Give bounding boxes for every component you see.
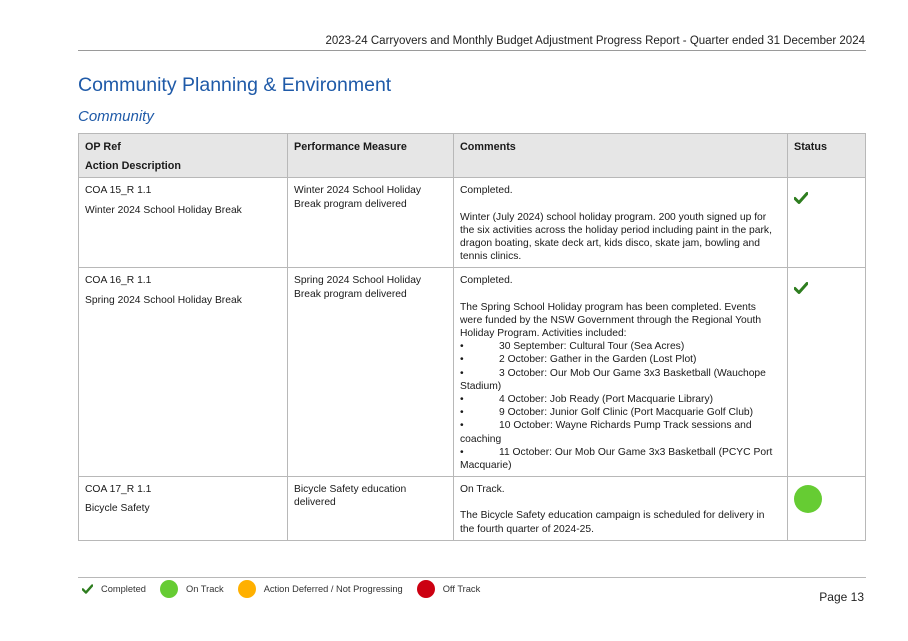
activity-text: 3 October: Our Mob Our Game 3x3 Basketball (Wauchope Stadium) — [460, 367, 766, 392]
activity-text: 9 October: Junior Golf Clinic (Port Macquarie Golf Club) — [499, 407, 754, 419]
page-number: Page 13 — [819, 590, 864, 604]
activity-text: 30 September: Cultural Tour (Sea Acres) — [499, 341, 685, 353]
op-ref: COA 15_R 1.1 — [85, 185, 152, 197]
op-ref-cell — [79, 477, 288, 541]
subsection-title: Community — [78, 108, 154, 125]
list-item: • 4 October: Job Ready (Port Macquarie Library) — [460, 394, 714, 406]
comment-status-text: Completed. — [460, 275, 513, 287]
list-item: • 11 October: Our Mob Our Game 3x3 Basketball (PCYC Port Macquarie) — [460, 446, 773, 472]
legend-deferred-label: Action Deferred / Not Progressing — [263, 584, 403, 594]
header-op-ref — [79, 134, 288, 178]
op-ref-cell — [79, 178, 288, 268]
list-item: • 30 September: Cultural Tour (Sea Acres) — [460, 341, 685, 353]
legend-completed — [82, 584, 146, 594]
op-ref: COA 16_R 1.1 — [85, 275, 152, 287]
header-status: Status — [788, 134, 866, 178]
legend-on-track — [160, 580, 224, 598]
comments-cell — [454, 268, 788, 477]
legend-on-track-label: On Track — [185, 584, 224, 594]
section-title: Community Planning & Environment — [78, 74, 392, 96]
status-cell — [788, 178, 866, 268]
comment-body: The Bicycle Safety education campaign is scheduled for delivery in the fourth quarter of 2024-25. — [460, 510, 765, 535]
performance-measure-cell: Spring 2024 School Holiday Break program delivered — [288, 268, 454, 477]
header-action-description-label: Action Description — [85, 160, 181, 173]
comment-status-text: On Track. — [460, 484, 505, 496]
action-description: Winter 2024 School Holiday Break — [85, 204, 242, 216]
checkmark-icon — [794, 192, 808, 208]
green-dot-icon — [794, 485, 822, 513]
list-item: • 3 October: Our Mob Our Game 3x3 Basketball (Wauchope Stadium) — [460, 367, 766, 392]
comment-body: The Spring School Holiday program has been completed. Events were funded by the NSW Government through the Regional Youth Holiday Program. Activities included: — [460, 301, 762, 340]
legend-completed-label: Completed — [101, 584, 146, 594]
status-legend — [82, 578, 494, 600]
header-comments: Comments — [454, 134, 788, 178]
header-op-ref-label: OP Ref — [85, 141, 121, 153]
activity-text: 4 October: Job Ready (Port Macquarie Library) — [499, 394, 714, 406]
op-ref: COA 17_R 1.1 — [85, 484, 152, 496]
comment-status-text: Completed. — [460, 185, 513, 197]
checkmark-icon — [794, 282, 808, 298]
list-item: • 9 October: Junior Golf Clinic (Port Macquarie Golf Club) — [460, 407, 754, 419]
comments-cell — [454, 477, 788, 541]
progress-table — [78, 133, 866, 541]
activity-text: 11 October: Our Mob Our Game 3x3 Basketball (PCYC Port Macquarie) — [460, 446, 773, 472]
action-description: Bicycle Safety — [85, 503, 150, 515]
activity-text: 10 October: Wayne Richards Pump Track sessions and coaching — [460, 420, 752, 445]
report-header-title: 2023-24 Carryovers and Monthly Budget Adjustment Progress Report - Quarter ended 31 December 2024 — [325, 35, 865, 47]
performance-measure-cell: Winter 2024 School Holiday Break program delivered — [288, 178, 454, 268]
op-ref-cell — [79, 268, 288, 477]
list-item: • 2 October: Gather in the Garden (Lost Plot) — [460, 354, 697, 366]
action-description: Spring 2024 School Holiday Break — [85, 294, 242, 306]
comments-cell — [454, 178, 788, 268]
table-row — [79, 178, 866, 268]
header-divider — [78, 50, 866, 51]
comment-body: Winter (July 2024) school holiday program. 200 youth signed up for the six activities across the holiday period including paint in the park, dragon boating, skate deck art, kids disco, skate jam, bowling and tennis clinics. — [460, 211, 772, 263]
list-item: • 10 October: Wayne Richards Pump Track sessions and coaching — [460, 420, 752, 445]
status-cell — [788, 477, 866, 541]
red-dot-icon — [417, 580, 435, 598]
activity-text: 2 October: Gather in the Garden (Lost Plot) — [499, 354, 697, 366]
checkmark-icon — [82, 584, 93, 594]
table-row — [79, 268, 866, 477]
table-row — [79, 477, 866, 541]
green-dot-icon — [160, 580, 178, 598]
header-performance-measure: Performance Measure — [288, 134, 454, 178]
table-header-row — [79, 134, 866, 178]
activity-list — [460, 340, 781, 472]
legend-off-track — [417, 580, 481, 598]
legend-off-track-label: Off Track — [442, 584, 481, 594]
status-cell — [788, 268, 866, 477]
performance-measure-cell: Bicycle Safety education delivered — [288, 477, 454, 541]
amber-dot-icon — [238, 580, 256, 598]
legend-deferred — [238, 580, 403, 598]
